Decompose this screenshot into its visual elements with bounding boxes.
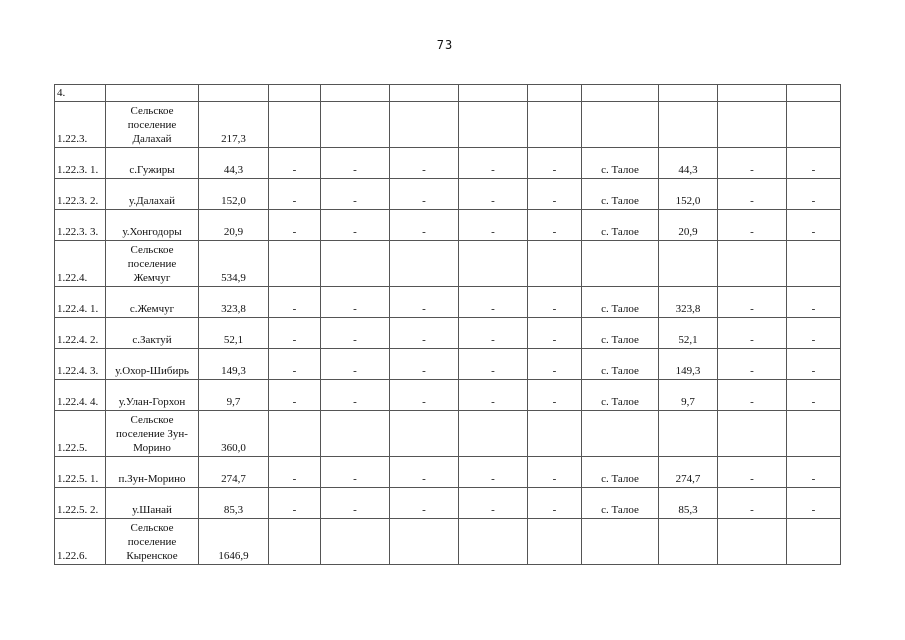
cell-dash: - xyxy=(787,148,841,179)
cell-name xyxy=(106,85,199,102)
cell-dash xyxy=(787,411,841,457)
cell-dash: - xyxy=(269,488,321,519)
cell-source: с. Талое xyxy=(582,318,659,349)
cell-dash xyxy=(459,411,528,457)
cell-dash: - xyxy=(787,318,841,349)
cell-dash: - xyxy=(390,148,459,179)
cell-name: п.Зун-Морино xyxy=(106,457,199,488)
cell-dash: - xyxy=(459,210,528,241)
cell-dash: - xyxy=(321,349,390,380)
cell-dash: - xyxy=(528,380,582,411)
cell-dash: - xyxy=(718,488,787,519)
cell-dash: - xyxy=(718,148,787,179)
cell-code: 1.22.4. 2. xyxy=(55,318,106,349)
cell-dash: - xyxy=(390,179,459,210)
cell-dash: - xyxy=(321,318,390,349)
cell-value: 1646,9 xyxy=(199,519,269,565)
cell-volume: 20,9 xyxy=(659,210,718,241)
cell-dash xyxy=(269,102,321,148)
table-row xyxy=(55,148,841,179)
cell-volume xyxy=(659,102,718,148)
cell-name: с.Жемчуг xyxy=(106,287,199,318)
cell-dash: - xyxy=(528,210,582,241)
table-row xyxy=(55,349,841,380)
table-row xyxy=(55,210,841,241)
cell-dash xyxy=(459,519,528,565)
cell-dash: - xyxy=(269,318,321,349)
cell-dash: - xyxy=(459,349,528,380)
cell-dash: - xyxy=(459,457,528,488)
page-number: 73 xyxy=(436,38,454,52)
cell-source: с. Талое xyxy=(582,148,659,179)
cell-name: у.Улан-Горхон xyxy=(106,380,199,411)
cell-volume: 149,3 xyxy=(659,349,718,380)
cell-dash xyxy=(787,519,841,565)
cell-dash: - xyxy=(718,380,787,411)
cell-dash: - xyxy=(269,148,321,179)
cell-dash xyxy=(390,519,459,565)
cell-value: 152,0 xyxy=(199,179,269,210)
cell-dash xyxy=(321,85,390,102)
cell-source: с. Талое xyxy=(582,380,659,411)
cell-value: 85,3 xyxy=(199,488,269,519)
cell-code: 1.22.4. 1. xyxy=(55,287,106,318)
cell-name: у.Охор-Шибирь xyxy=(106,349,199,380)
table-row xyxy=(55,287,841,318)
cell-dash: - xyxy=(390,349,459,380)
cell-dash: - xyxy=(269,457,321,488)
cell-value: 52,1 xyxy=(199,318,269,349)
cell-dash xyxy=(787,102,841,148)
cell-dash: - xyxy=(321,488,390,519)
cell-dash: - xyxy=(459,287,528,318)
cell-dash xyxy=(718,85,787,102)
cell-volume xyxy=(659,411,718,457)
cell-dash: - xyxy=(269,210,321,241)
cell-source xyxy=(582,102,659,148)
cell-dash xyxy=(459,85,528,102)
cell-dash xyxy=(390,411,459,457)
table-row xyxy=(55,519,841,565)
table-row xyxy=(55,102,841,148)
cell-dash: - xyxy=(528,349,582,380)
cell-dash xyxy=(321,241,390,287)
cell-dash xyxy=(528,241,582,287)
cell-code: 1.22.5. 1. xyxy=(55,457,106,488)
cell-name: у.Далахай xyxy=(106,179,199,210)
cell-dash: - xyxy=(718,287,787,318)
cell-dash xyxy=(528,411,582,457)
cell-dash: - xyxy=(787,210,841,241)
cell-source xyxy=(582,519,659,565)
cell-dash xyxy=(718,519,787,565)
cell-dash xyxy=(321,519,390,565)
cell-value: 9,7 xyxy=(199,380,269,411)
table-body xyxy=(55,85,841,565)
cell-dash xyxy=(390,85,459,102)
table-row xyxy=(55,85,841,102)
cell-value: 323,8 xyxy=(199,287,269,318)
cell-dash: - xyxy=(390,210,459,241)
cell-volume xyxy=(659,241,718,287)
settlement-table xyxy=(54,84,841,565)
cell-value: 44,3 xyxy=(199,148,269,179)
cell-volume: 85,3 xyxy=(659,488,718,519)
cell-dash: - xyxy=(528,287,582,318)
cell-name: с.Гужиры xyxy=(106,148,199,179)
cell-volume: 323,8 xyxy=(659,287,718,318)
table-row xyxy=(55,488,841,519)
table-row xyxy=(55,380,841,411)
cell-code: 1.22.5. 2. xyxy=(55,488,106,519)
cell-dash xyxy=(269,411,321,457)
cell-name: у.Хонгодоры xyxy=(106,210,199,241)
cell-name: у.Шанай xyxy=(106,488,199,519)
cell-dash: - xyxy=(528,179,582,210)
cell-source: с. Талое xyxy=(582,457,659,488)
cell-dash: - xyxy=(528,457,582,488)
cell-source: с. Талое xyxy=(582,179,659,210)
cell-dash: - xyxy=(718,210,787,241)
cell-volume: 9,7 xyxy=(659,380,718,411)
cell-dash xyxy=(528,519,582,565)
cell-value: 360,0 xyxy=(199,411,269,457)
cell-code: 1.22.6. xyxy=(55,519,106,565)
cell-dash: - xyxy=(269,179,321,210)
cell-dash: - xyxy=(459,380,528,411)
cell-source xyxy=(582,241,659,287)
table-row xyxy=(55,241,841,287)
cell-dash: - xyxy=(459,148,528,179)
cell-code: 1.22.5. xyxy=(55,411,106,457)
cell-value xyxy=(199,85,269,102)
cell-source: с. Талое xyxy=(582,488,659,519)
cell-name: Сельское поселение Далахай xyxy=(106,102,199,148)
cell-dash: - xyxy=(459,488,528,519)
cell-dash: - xyxy=(718,457,787,488)
cell-dash xyxy=(321,411,390,457)
cell-dash xyxy=(787,241,841,287)
table-row xyxy=(55,318,841,349)
cell-dash: - xyxy=(390,457,459,488)
cell-volume: 274,7 xyxy=(659,457,718,488)
cell-source: с. Талое xyxy=(582,287,659,318)
cell-source xyxy=(582,85,659,102)
table-row xyxy=(55,179,841,210)
cell-dash: - xyxy=(718,318,787,349)
cell-code: 1.22.4. 4. xyxy=(55,380,106,411)
cell-code: 1.22.3. xyxy=(55,102,106,148)
cell-dash xyxy=(528,85,582,102)
cell-source: с. Талое xyxy=(582,349,659,380)
cell-dash: - xyxy=(528,488,582,519)
cell-dash: - xyxy=(321,457,390,488)
cell-dash xyxy=(269,241,321,287)
cell-code: 1.22.3. 1. xyxy=(55,148,106,179)
cell-dash xyxy=(459,241,528,287)
cell-dash: - xyxy=(269,287,321,318)
cell-dash: - xyxy=(787,179,841,210)
cell-dash: - xyxy=(787,488,841,519)
cell-dash: - xyxy=(390,488,459,519)
cell-dash: - xyxy=(321,287,390,318)
cell-dash: - xyxy=(787,457,841,488)
cell-dash xyxy=(718,102,787,148)
cell-dash: - xyxy=(269,380,321,411)
cell-dash: - xyxy=(787,287,841,318)
cell-code: 1.22.3. 2. xyxy=(55,179,106,210)
table-row xyxy=(55,411,841,457)
cell-dash xyxy=(269,85,321,102)
cell-source xyxy=(582,411,659,457)
cell-value: 217,3 xyxy=(199,102,269,148)
cell-dash: - xyxy=(787,380,841,411)
cell-volume: 52,1 xyxy=(659,318,718,349)
cell-dash: - xyxy=(459,318,528,349)
cell-dash xyxy=(390,102,459,148)
table-row xyxy=(55,457,841,488)
cell-code: 4. xyxy=(55,85,106,102)
cell-code: 1.22.3. 3. xyxy=(55,210,106,241)
cell-code: 1.22.4. 3. xyxy=(55,349,106,380)
cell-volume xyxy=(659,85,718,102)
cell-dash xyxy=(390,241,459,287)
cell-name: Сельское поселение Жемчуг xyxy=(106,241,199,287)
cell-dash: - xyxy=(718,179,787,210)
cell-dash xyxy=(459,102,528,148)
cell-name: Сельское поселение Зун-Морино xyxy=(106,411,199,457)
cell-dash: - xyxy=(459,179,528,210)
cell-dash xyxy=(718,241,787,287)
cell-value: 149,3 xyxy=(199,349,269,380)
cell-dash: - xyxy=(269,349,321,380)
cell-dash: - xyxy=(528,148,582,179)
cell-value: 20,9 xyxy=(199,210,269,241)
cell-name: Сельское поселение Кыренское xyxy=(106,519,199,565)
cell-dash xyxy=(787,85,841,102)
cell-dash: - xyxy=(321,210,390,241)
cell-dash: - xyxy=(787,349,841,380)
cell-name: с.Зактуй xyxy=(106,318,199,349)
cell-value: 274,7 xyxy=(199,457,269,488)
cell-dash: - xyxy=(718,349,787,380)
cell-dash: - xyxy=(321,380,390,411)
cell-value: 534,9 xyxy=(199,241,269,287)
cell-dash xyxy=(321,102,390,148)
cell-dash xyxy=(718,411,787,457)
cell-code: 1.22.4. xyxy=(55,241,106,287)
cell-dash: - xyxy=(390,318,459,349)
cell-dash: - xyxy=(390,380,459,411)
cell-dash: - xyxy=(321,148,390,179)
cell-dash: - xyxy=(390,287,459,318)
cell-volume: 152,0 xyxy=(659,179,718,210)
cell-dash: - xyxy=(321,179,390,210)
cell-dash xyxy=(528,102,582,148)
cell-volume: 44,3 xyxy=(659,148,718,179)
cell-volume xyxy=(659,519,718,565)
cell-dash xyxy=(269,519,321,565)
cell-dash: - xyxy=(528,318,582,349)
cell-source: с. Талое xyxy=(582,210,659,241)
